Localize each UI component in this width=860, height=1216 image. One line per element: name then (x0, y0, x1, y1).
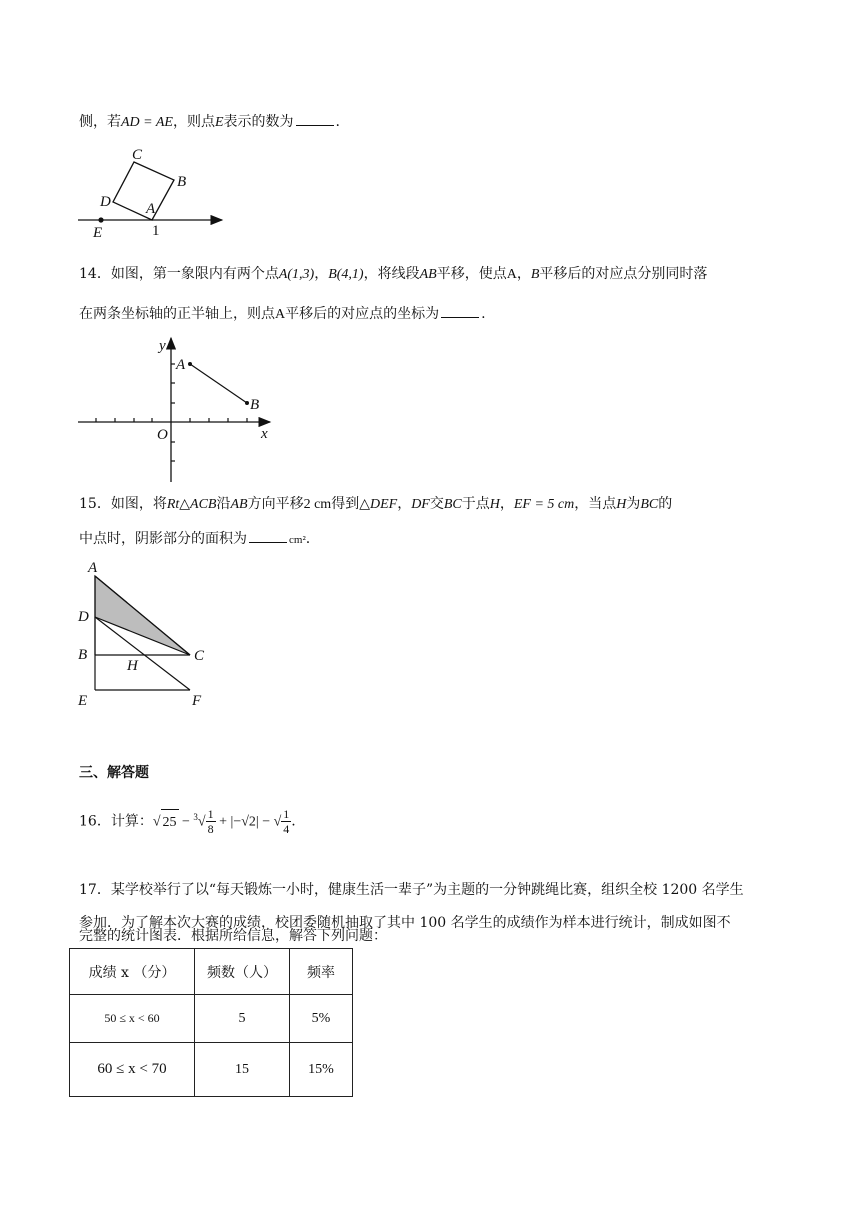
label-b: B (250, 397, 260, 413)
q15-text-line2: 中点时，阴影部分的面积为 cm². (79, 528, 310, 550)
label-o: O (157, 427, 168, 443)
q17-line2: 参加．为了解本次大赛的成绩，校团委随机抽取了其中 100 名学生的成绩作为样本进行统计，制成如图不 (79, 915, 731, 931)
table-row: 50 ≤ x < 60 5 5% (70, 995, 353, 1043)
q14-text-line2: 在两条坐标轴的正半轴上，则点A平移后的对应点的坐标为 . (79, 303, 486, 325)
table-row: 60 ≤ x < 70 15 15% (70, 1043, 353, 1097)
q15-text-line1: 15．如图，将Rt△ACB沿AB方向平移2 cm得到△DEF，DF交BC于点H，EF = 5 cm，当点H为BC的 (79, 496, 673, 512)
label-one: 1 (152, 223, 160, 239)
section-heading: 三、解答题 (79, 765, 149, 781)
fraction-one-quarter: $\frac{1}{4}$ (283, 807, 290, 837)
label-d: D (78, 609, 89, 625)
square-abcd (113, 162, 174, 220)
point-e (98, 217, 103, 222)
label-x: x (261, 426, 268, 442)
label-a: A (176, 357, 186, 373)
label-c: C (132, 147, 143, 163)
q13-number-line-figure (70, 140, 240, 244)
label-c: C (194, 648, 205, 664)
segment-ab (190, 364, 247, 403)
header-frequency-rate: 频率 (290, 949, 353, 995)
header-frequency-count: 频数（人） (195, 949, 290, 995)
label-y: y (159, 338, 166, 354)
q14-text-line1: 14．如图，第一象限内有两个点A(1,3)，B(4,1)，将线段AB平移，使点A，B平移后的对应点分别同时落 (79, 266, 708, 282)
q15-triangle-figure (74, 556, 214, 712)
label-f: F (192, 693, 202, 709)
label-d: D (100, 194, 111, 210)
label-a: A (88, 560, 98, 576)
point-a (188, 362, 192, 366)
label-a: A (146, 201, 156, 217)
q17-line3: 完整的统计图表．根据所给信息，解答下列问题： (79, 928, 387, 944)
q13-equation: AD = AE (121, 115, 173, 130)
label-h: H (127, 658, 138, 674)
frequency-table (69, 948, 353, 1097)
label-b: B (177, 174, 187, 190)
answer-blank (296, 111, 334, 126)
answer-blank (249, 528, 287, 543)
label-b: B (78, 647, 88, 663)
label-e: E (78, 693, 88, 709)
q16-text: 16．计算：√ 25 − $^3$√ $\frac{1}{8}$ + |−√2| − √ $\frac{1}{4}$ . (79, 807, 296, 837)
q14-coordinate-figure (74, 332, 284, 484)
point-b (245, 401, 249, 405)
header-score: 成绩 x （分） (70, 949, 195, 995)
answer-blank (441, 303, 479, 318)
q17-line1: 17．某学校举行了以“每天锻炼一小时，健康生活一辈子”为主题的一分钟跳绳比赛，组织全校 1200 名学生 (79, 882, 744, 898)
label-e: E (93, 225, 103, 241)
fraction-one-eighth: $\frac{1}{8}$ (207, 807, 214, 837)
table-header-row (70, 949, 353, 995)
q13-text: 侧，若AD = AE，则点E表示的数为 . (79, 111, 340, 133)
